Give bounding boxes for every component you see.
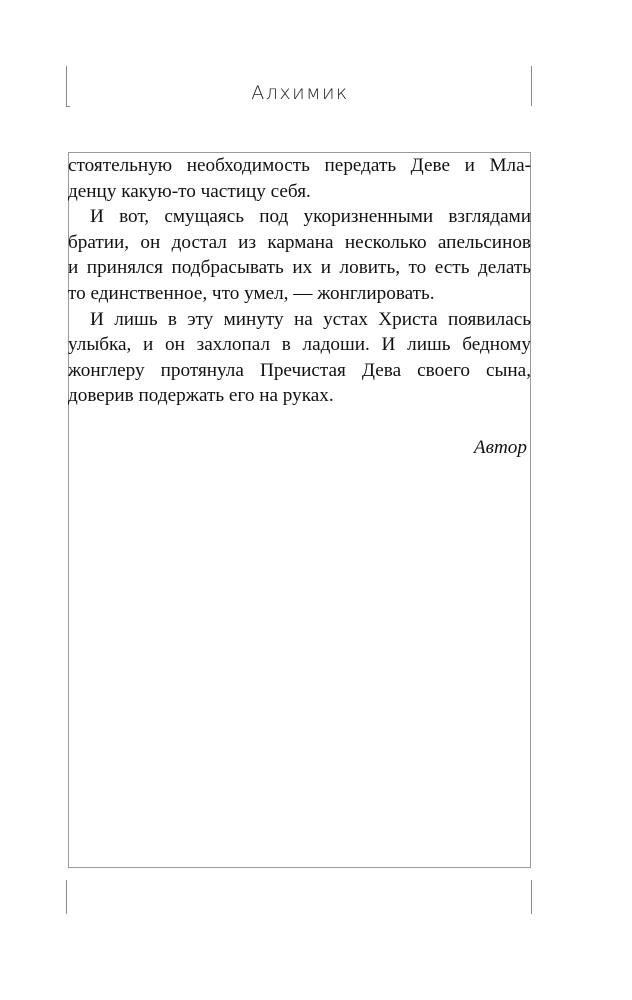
body-text: [68, 153, 531, 460]
left-bottom-margin-line: [66, 880, 67, 914]
text-line: и принялся подбрасывать их и ловить, то есть делать: [68, 257, 531, 279]
text-line: стоятельную необходимость передать Деве и Мла-: [68, 155, 531, 176]
right-bottom-margin-line: [531, 880, 532, 914]
text-line: жонглеру протянула Пречистая Дева своего сына,: [68, 359, 531, 381]
text-line: И лишь в эту минуту на устах Христа появилась: [90, 308, 531, 330]
text-line: доверив подержать его на руках.: [68, 385, 334, 407]
text-line: улыбка, и он захлопал в ладоши. И лишь бедному: [68, 334, 531, 356]
text-line: И вот, смущаясь под укоризненными взглядами: [90, 206, 531, 228]
text-line: денцу какую-то частицу себя.: [68, 180, 311, 202]
left-top-corner-tick: [66, 106, 70, 107]
text-line: то единственное, что умел, — жонглировать.: [68, 282, 435, 304]
running-header-title: Алхимик: [251, 82, 349, 104]
text-line: братии, он достал из кармана несколько апельсинов: [68, 231, 531, 253]
author-signature: Автор: [473, 436, 527, 458]
